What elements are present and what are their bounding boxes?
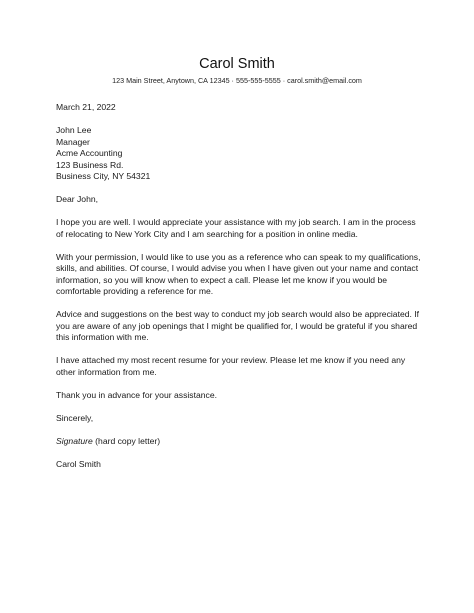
closing: Sincerely, [56,412,94,423]
spacer [56,447,428,459]
paragraph-line: information, so you will know when to expect a call. Please let me know if you would be [56,274,388,285]
paragraph-4 [56,355,428,378]
paragraph-line: comfortable providing a reference for me. [56,286,214,296]
paragraph-5 [56,390,428,402]
spacer [56,344,428,356]
spacer [56,183,428,195]
recipient-street: 123 Business Rd. [56,159,124,170]
spacer [56,206,428,218]
spacer [56,401,428,413]
sender-contact-line: 123 Main Street, Anytown, CA 12345 · 555-555-5555 · carol.smith@email.com [112,76,362,85]
signed-name: Carol Smith [56,458,101,469]
sender-name: Carol Smith [199,56,275,72]
salutation: Dear John, [56,194,99,204]
spacer [56,378,428,390]
paragraph-line: With your permission, I would like to use you as a reference who can speak to my qualifications, [56,251,421,262]
spacer [56,298,428,310]
letter-body [56,102,428,470]
signature-note: (hard copy letter) [92,435,161,446]
paragraph-line: of relocating to New York City and I am searching for a position in online media. [56,228,358,239]
recipient-address [56,125,428,183]
recipient-title: Manager [56,136,90,147]
paragraph-line: Advice and suggestions on the best way to conduct my job search would also be appreciated. If [56,309,420,319]
spacer [56,424,428,436]
recipient-city: Business City, NY 54321 [56,171,151,181]
recipient-company: Acme Accounting [56,148,123,158]
paragraph-line: other information from me. [56,366,157,377]
paragraph-line: this information with me. [56,332,149,342]
paragraph-line: Thank you in advance for your assistance. [56,389,217,400]
signature-line [56,436,428,448]
letterhead [0,56,474,85]
letter-date: March 21, 2022 [56,102,116,112]
paragraph-1 [56,217,428,240]
signature-label: Signature [56,435,93,446]
paragraph-line: skills, and abilities. Of course, I would advise you when I have given out your name and contact [56,263,419,273]
recipient-name: John Lee [56,125,92,135]
paragraph-2 [56,252,428,298]
paragraph-3 [56,309,428,344]
paragraph-line: you are aware of any job openings that I might be qualified for, I would be grateful if you shared [56,320,418,331]
spacer [56,240,428,252]
paragraph-line: I hope you are well. I would appreciate your assistance with my job search. I am in the process [56,217,416,227]
paragraph-line: I have attached my most recent resume for your review. Please let me know if you need any [56,355,406,365]
spacer [56,114,428,126]
